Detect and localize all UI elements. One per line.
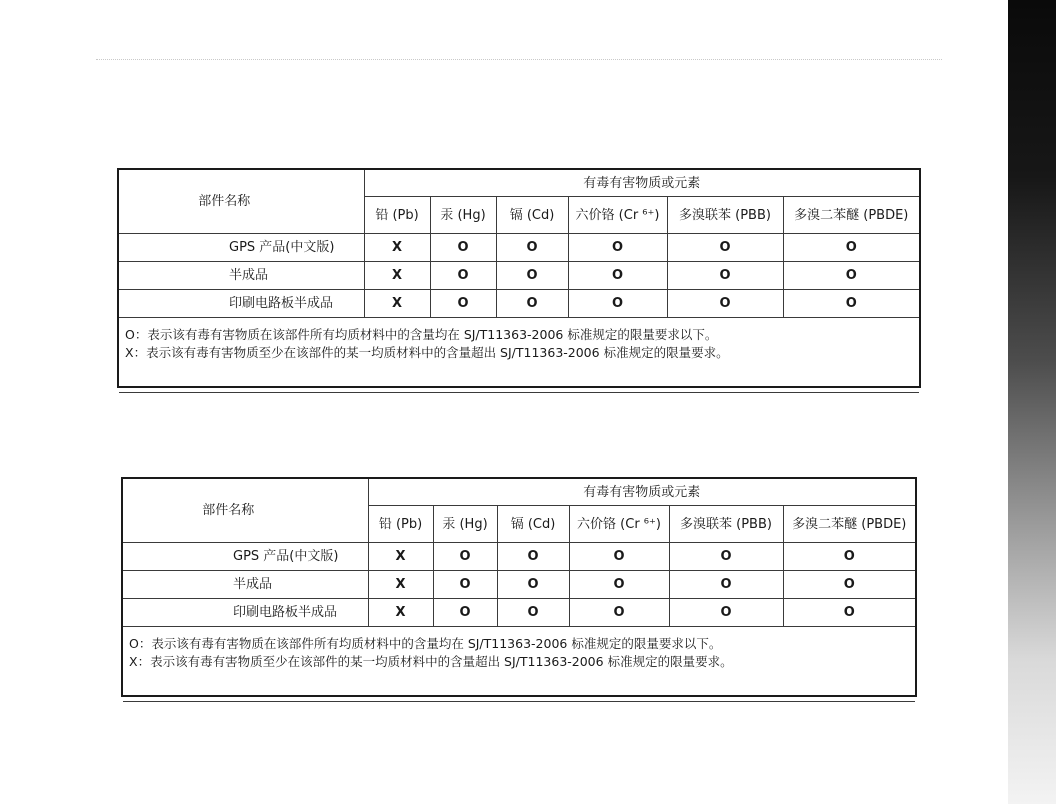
value-cell-hg: O (433, 599, 497, 627)
column-header-pb: 铅 (Pb) (364, 197, 430, 234)
side-gradient-band (1008, 0, 1056, 804)
value-cell-cr6: O (569, 599, 669, 627)
value-cell-cd: O (497, 599, 569, 627)
substance-group-header: 有毒有害物质或元素 (364, 170, 919, 197)
column-header-pbb: 多溴联苯 (PBB) (669, 506, 783, 543)
column-header-cr6: 六价铬 (Cr ⁶⁺) (569, 506, 669, 543)
legend-notes (119, 318, 919, 393)
part-name-cell: GPS 产品(中文版) (119, 234, 364, 262)
column-header-pbde: 多溴二苯醚 (PBDE) (783, 506, 915, 543)
value-cell-pb: X (368, 543, 433, 571)
value-cell-pbb: O (669, 571, 783, 599)
part-name-header: 部件名称 (123, 479, 368, 543)
column-header-cd: 镉 (Cd) (497, 506, 569, 543)
column-header-pbde: 多溴二苯醚 (PBDE) (783, 197, 919, 234)
table-row (119, 290, 919, 318)
value-cell-pbde: O (783, 543, 915, 571)
hazardous-substances-table-2 (121, 477, 917, 697)
value-cell-pbb: O (667, 234, 783, 262)
value-cell-pbde: O (783, 262, 919, 290)
part-name-cell: 印刷电路板半成品 (119, 290, 364, 318)
value-cell-cr6: O (569, 543, 669, 571)
value-cell-pbde: O (783, 290, 919, 318)
value-cell-hg: O (430, 290, 496, 318)
header-divider (96, 59, 942, 60)
value-cell-pbb: O (667, 290, 783, 318)
value-cell-cr6: O (568, 234, 667, 262)
value-cell-pbb: O (667, 262, 783, 290)
hazardous-substances-table-1 (117, 168, 921, 388)
legend-note-x: X：表示该有毒有害物质至少在该部件的某一均质材料中的含量超出 SJ/T11363-2006 标准规定的限量要求。 (125, 345, 729, 360)
column-header-cr6: 六价铬 (Cr ⁶⁺) (568, 197, 667, 234)
part-name-cell: 半成品 (119, 262, 364, 290)
value-cell-pb: X (364, 262, 430, 290)
value-cell-hg: O (430, 234, 496, 262)
value-cell-pb: X (368, 599, 433, 627)
value-cell-cr6: O (568, 262, 667, 290)
part-name-cell: GPS 产品(中文版) (123, 543, 368, 571)
value-cell-hg: O (433, 543, 497, 571)
value-cell-pb: X (364, 290, 430, 318)
value-cell-pbde: O (783, 571, 915, 599)
value-cell-cd: O (496, 262, 568, 290)
value-cell-cr6: O (568, 290, 667, 318)
column-header-hg: 汞 (Hg) (433, 506, 497, 543)
part-name-cell: 印刷电路板半成品 (123, 599, 368, 627)
value-cell-cd: O (496, 234, 568, 262)
column-header-pbb: 多溴联苯 (PBB) (667, 197, 783, 234)
part-name-cell: 半成品 (123, 571, 368, 599)
value-cell-pb: X (368, 571, 433, 599)
substance-group-header: 有毒有害物质或元素 (368, 479, 915, 506)
value-cell-hg: O (430, 262, 496, 290)
legend-notes (123, 627, 915, 702)
value-cell-cr6: O (569, 571, 669, 599)
column-header-pb: 铅 (Pb) (368, 506, 433, 543)
value-cell-cd: O (496, 290, 568, 318)
column-header-hg: 汞 (Hg) (430, 197, 496, 234)
table-row (119, 234, 919, 262)
value-cell-cd: O (497, 543, 569, 571)
value-cell-cd: O (497, 571, 569, 599)
value-cell-hg: O (433, 571, 497, 599)
table-row (123, 599, 915, 627)
value-cell-pbb: O (669, 543, 783, 571)
table-row (119, 262, 919, 290)
legend-note-o: O：表示该有毒有害物质在该部件所有均质材料中的含量均在 SJ/T11363-2006 标准规定的限量要求以下。 (125, 327, 718, 342)
table-row (123, 571, 915, 599)
legend-note-o: O：表示该有毒有害物质在该部件所有均质材料中的含量均在 SJ/T11363-2006 标准规定的限量要求以下。 (129, 636, 722, 651)
column-header-cd: 镉 (Cd) (496, 197, 568, 234)
value-cell-pbde: O (783, 599, 915, 627)
part-name-header: 部件名称 (119, 170, 364, 234)
value-cell-pbde: O (783, 234, 919, 262)
legend-note-x: X：表示该有毒有害物质至少在该部件的某一均质材料中的含量超出 SJ/T11363-2006 标准规定的限量要求。 (129, 654, 733, 669)
value-cell-pbb: O (669, 599, 783, 627)
table-row (123, 543, 915, 571)
value-cell-pb: X (364, 234, 430, 262)
